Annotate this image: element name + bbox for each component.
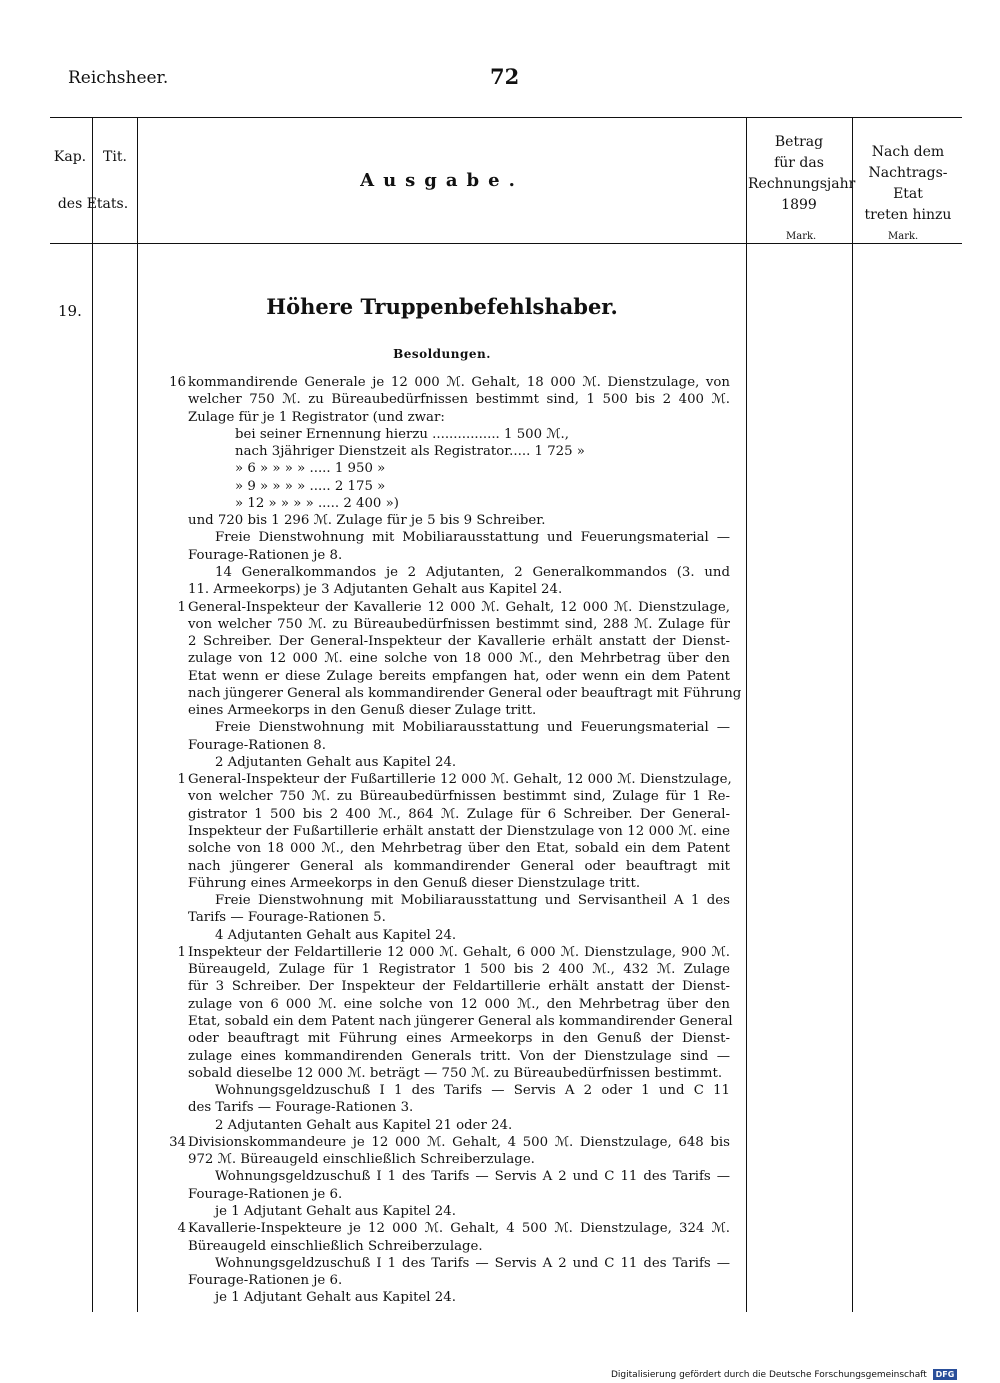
text-line: welcher 750 ℳ. zu Büreaubedürfnissen bestimmt sind, 1 500 bis 2 400 ℳ. <box>188 392 730 407</box>
column-rule-text-betrag <box>746 117 747 1312</box>
header-betrag-line: Rechnungsjahr <box>748 176 856 192</box>
dfg-logo: DFG <box>933 1369 958 1380</box>
text-line: nach jüngerer General als kommandirender General oder beauftragt mit <box>188 859 730 874</box>
item-count: 1 <box>177 772 186 787</box>
header-betrag <box>748 132 856 216</box>
table-header-rule <box>50 243 962 244</box>
text-line: von welcher 750 ℳ. zu Büreaubedürfnissen bestimmt sind, Zulage für 1 Re- <box>188 789 730 804</box>
text-line: Freie Dienstwohnung mit Mobiliarausstattung und Feuerungsmaterial — <box>215 720 730 735</box>
header-tit: Tit. <box>103 149 127 165</box>
item-count: 4 <box>177 1221 186 1236</box>
text-line: kommandirende Generale je 12 000 ℳ. Gehalt, 18 000 ℳ. Dienstzulage, von <box>188 375 730 390</box>
table-top-rule <box>50 117 962 118</box>
item-count: 1 <box>177 945 186 960</box>
header-betrag-line: Betrag <box>774 134 824 150</box>
text-line: Büreaugeld einschließlich Schreiberzulage. <box>188 1239 483 1254</box>
text-line: Wohnungsgeldzuschuß I 1 des Tarifs — Servis A 2 und C 11 des Tarifs — <box>215 1256 730 1271</box>
text-line: Fourage-Rationen je 8. <box>188 548 343 563</box>
header-betrag-unit: Mark. <box>786 231 817 242</box>
header-kap: Kap. <box>53 149 87 165</box>
text-line: von welcher 750 ℳ. zu Büreaubedürfnissen bestimmt sind, 288 ℳ. Zulage für <box>188 617 730 632</box>
text-line: Divisionskommandeure je 12 000 ℳ. Gehalt, 4 500 ℳ. Dienstzulage, 648 bis <box>188 1135 730 1150</box>
text-line: Etat wenn er diese Zulage bereits empfangen hat, oder wenn ein dem Patent <box>188 669 730 684</box>
text-line: zulage von 6 000 ℳ. eine solche von 12 000 ℳ., den Mehrbetrag über den <box>188 997 730 1012</box>
text-line: Fourage-Rationen je 6. <box>188 1187 343 1202</box>
text-line: Zulage für je 1 Registrator (und zwar: <box>188 410 445 425</box>
column-rule-betrag-nachtrag <box>852 117 853 1312</box>
text-line: General-Inspekteur der Fußartillerie 12 000 ℳ. Gehalt, 12 000 ℳ. Dienstzulage, <box>188 772 732 787</box>
header-ausgabe: Ausgabe. <box>360 170 524 191</box>
column-rule-kap-tit <box>92 117 93 1312</box>
text-line: 2 Schreiber. Der General-Inspekteur der Kavallerie erhält anstatt der Dienst- <box>188 634 730 649</box>
text-line: je 1 Adjutant Gehalt aus Kapitel 24. <box>215 1204 456 1219</box>
text-line: 4 Adjutanten Gehalt aus Kapitel 24. <box>215 928 457 943</box>
text-line: je 1 Adjutant Gehalt aus Kapitel 24. <box>215 1290 456 1305</box>
text-line: für 3 Schreiber. Der Inspekteur der Feldartillerie erhält anstatt der Dienst- <box>188 979 730 994</box>
header-nachtrag-line: treten hinzu <box>864 207 952 223</box>
header-nachtrag-unit: Mark. <box>888 231 919 242</box>
section-title: Höhere Truppenbefehlshaber. <box>266 294 618 319</box>
text-line: Kavallerie-Inspekteure je 12 000 ℳ. Gehalt, 4 500 ℳ. Dienstzulage, 324 ℳ. <box>188 1221 730 1236</box>
text-line: 14 Generalkommandos je 2 Adjutanten, 2 Generalkommandos (3. und <box>215 565 730 580</box>
text-line: Etat, sobald ein dem Patent nach jüngerer General als kommandirender General <box>188 1014 733 1029</box>
text-line: Fourage-Rationen 8. <box>188 738 326 753</box>
text-line: Wohnungsgeldzuschuß I 1 des Tarifs — Servis A 2 oder 1 und C 11 <box>215 1083 730 1098</box>
page-number: 72 <box>490 64 520 89</box>
running-head: Reichsheer. <box>68 68 169 88</box>
text-line: General-Inspekteur der Kavallerie 12 000 ℳ. Gehalt, 12 000 ℳ. Dienstzulage, <box>188 600 730 615</box>
text-line: » 12 » » » » ..... 2 400 ») <box>235 496 399 511</box>
text-line: solche von 18 000 ℳ., den Mehrbetrag über den Etat, sobald ein dem Patent <box>188 841 730 856</box>
text-line: 2 Adjutanten Gehalt aus Kapitel 24. <box>215 755 457 770</box>
text-line: bei seiner Ernennung hierzu ................ 1 500 ℳ., <box>235 427 569 442</box>
text-line: Fourage-Rationen je 6. <box>188 1273 343 1288</box>
chapter-number: 19. <box>58 302 82 320</box>
header-nachtrag-line: Nach dem <box>871 144 945 160</box>
text-line: eines Armeekorps in den Genuß dieser Zulage tritt. <box>188 703 537 718</box>
text-line: Wohnungsgeldzuschuß I 1 des Tarifs — Servis A 2 und C 11 des Tarifs — <box>215 1169 730 1184</box>
text-line: Führung eines Armeekorps in den Genuß dieser Dienstzulage tritt. <box>188 876 641 891</box>
header-nachtrag-line: Nachtrags-Etat <box>868 165 948 202</box>
subheading: Besoldungen. <box>393 347 491 361</box>
footer-text: Digitalisierung gefördert durch die Deutsche Forschungsgemeinschaft <box>611 1370 927 1380</box>
text-line: Tarifs — Fourage-Rationen 5. <box>188 910 386 925</box>
text-line: sobald dieselbe 12 000 ℳ. beträgt — 750 ℳ. zu Büreaubedürfnissen bestimmt. <box>188 1066 723 1081</box>
text-line: Inspekteur der Feldartillerie 12 000 ℳ. Gehalt, 6 000 ℳ. Dienstzulage, 900 ℳ. <box>188 945 730 960</box>
text-line: Inspekteur der Fußartillerie erhält anstatt der Dienstzulage von 12 000 ℳ. eine <box>188 824 730 839</box>
text-line: nach 3jähriger Dienstzeit als Registrator..... 1 725 » <box>235 444 585 459</box>
text-line: zulage eines kommandirenden Generals tritt. Von der Dienstzulage sind — <box>188 1049 730 1064</box>
header-nachtrag <box>854 142 962 226</box>
text-line: nach jüngerer General als kommandirender General oder beauftragt mit Führung <box>188 686 742 701</box>
text-line: gistrator 1 500 bis 2 400 ℳ., 864 ℳ. Zulage für 6 Schreiber. Der General- <box>188 807 730 822</box>
text-line: zulage von 12 000 ℳ. eine solche von 18 000 ℳ., den Mehrbetrag über den <box>188 651 730 666</box>
text-line: » 9 » » » » ..... 2 175 » <box>235 479 386 494</box>
text-line: 972 ℳ. Büreaugeld einschließlich Schreiberzulage. <box>188 1152 535 1167</box>
text-line: des Tarifs — Fourage-Rationen 3. <box>188 1100 414 1115</box>
text-line: oder beauftragt mit Führung eines Armeekorps in den Genuß der Dienst- <box>188 1031 730 1046</box>
text-line: 2 Adjutanten Gehalt aus Kapitel 21 oder 24. <box>215 1118 513 1133</box>
item-count: 34 <box>169 1135 186 1150</box>
text-line: 11. Armeekorps) je 3 Adjutanten Gehalt aus Kapitel 24. <box>188 582 563 597</box>
text-line: Freie Dienstwohnung mit Mobiliarausstattung und Feuerungsmaterial — <box>215 530 730 545</box>
item-count: 1 <box>177 600 186 615</box>
text-line: und 720 bis 1 296 ℳ. Zulage für je 5 bis 9 Schreiber. <box>188 513 546 528</box>
header-betrag-line: 1899 <box>781 197 817 213</box>
footer <box>611 1369 957 1380</box>
item-count: 16 <box>169 375 186 390</box>
text-line: » 6 » » » » ..... 1 950 » <box>235 461 386 476</box>
header-betrag-line: für das <box>774 155 824 171</box>
text-line: Freie Dienstwohnung mit Mobiliarausstattung und Servisantheil A 1 des <box>215 893 730 908</box>
header-des-etats: des Etats. <box>57 196 129 212</box>
text-line: Büreaugeld, Zulage für 1 Registrator 1 500 bis 2 400 ℳ., 432 ℳ. Zulage <box>188 962 730 977</box>
